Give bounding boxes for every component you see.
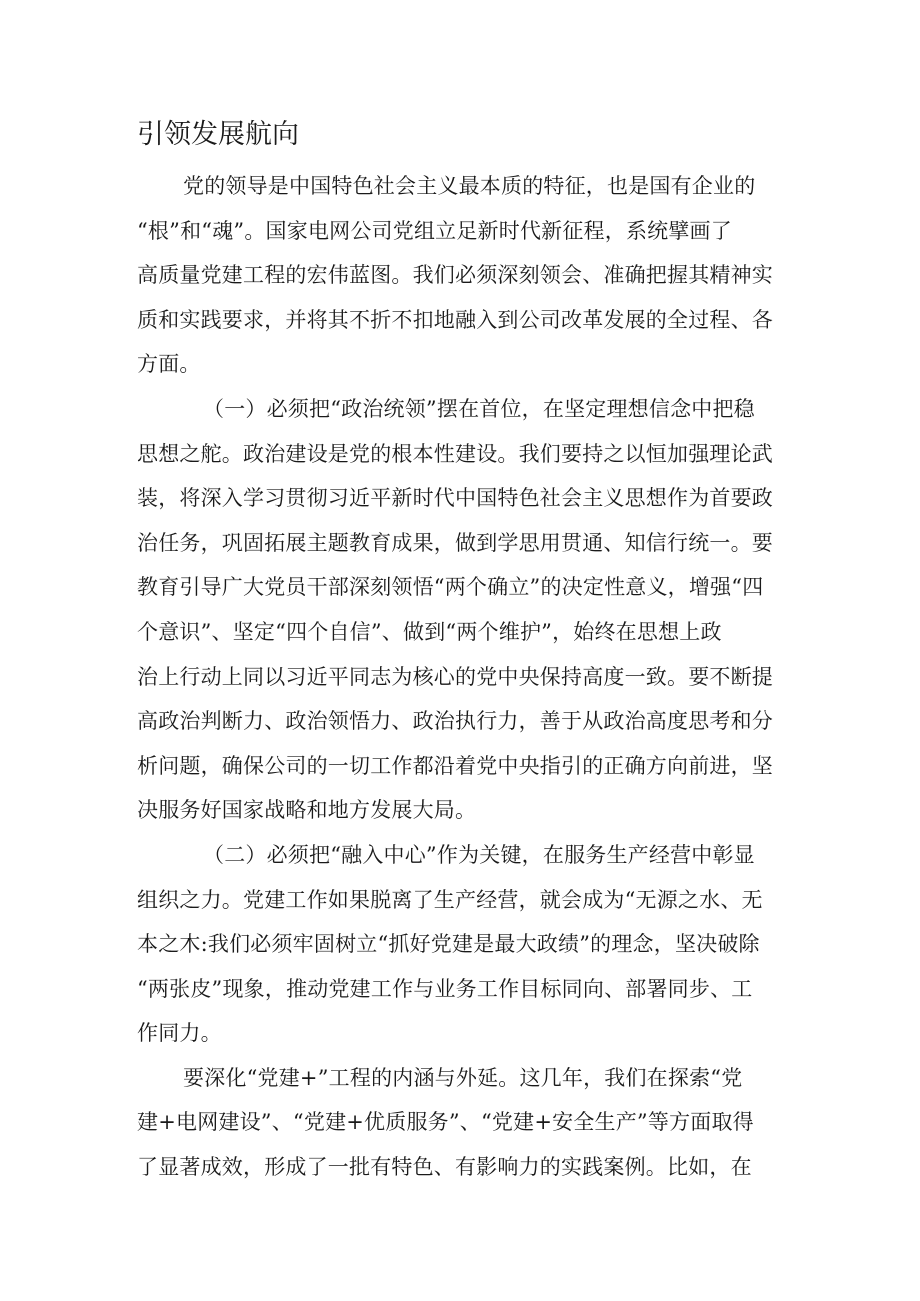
paragraph-line: 本之木:我们必须牢固树立“抓好党建是最大政绩”的理念，坚决破除 [137,932,760,957]
paragraph-line: 教育引导广大党员干部深刻领悟“两个确立”的决定性意义，增强“四 [137,575,764,600]
paragraph-line: 析问题，确保公司的一切工作都沿着党中央指引的正确方向前进，坚 [137,753,773,778]
paragraph-section-one [137,387,789,833]
paragraph-line: 决服务好国家战略和地方发展大局。 [137,798,477,823]
paragraph-line: 治任务，巩固拓展主题教育成果，做到学思用贯通、知信行统一。要 [137,530,773,555]
paragraph-line: 党的领导是中国特色社会主义最本质的特征，也是国有企业的 [183,174,756,198]
paragraph-line: 装，将深入学习贯彻习近平新时代中国特色社会主义思想作为首要政 [137,486,773,511]
paragraph-line: 个意识”、坚定“四个自信”、做到“两个维护”，始终在思想上政 [137,619,722,644]
paragraph-line: （二）必须把“融入中心”作为关键，在服务生产经营中彰显 [203,842,755,867]
paragraph-line: 思想之舵。政治建设是党的根本性建设。我们要持之以恒加强理论武 [137,441,773,466]
paragraph-line: 高政治判断力、政治领悟力、政治执行力，善于从政治高度思考和分 [137,709,773,734]
paragraph-line: 质和实践要求，并将其不折不扣地融入到公司改革发展的全过程、各 [137,307,773,332]
paragraph-line: 方面。 [137,352,201,377]
paragraph-line: 作同力。 [137,1021,222,1046]
paragraph-line: 组织之力。党建工作如果脱离了生产经营，就会成为“无源之水、无 [137,887,763,912]
paragraph-line: 治上行动上同以习近平同志为核心的党中央保持高度一致。要不断提 [137,664,773,689]
paragraph-line: 了显著成效，形成了一批有特色、有影响力的实践案例。比如，在 [137,1155,752,1180]
paragraph-line: （一）必须把“政治统领”摆在首位，在坚定理想信念中把稳 [203,396,755,421]
document-body [137,118,789,1190]
paragraph-line: 要深化“党建+”工程的内涵与外延。这几年，我们在探索“党 [183,1065,743,1090]
paragraph-line: 高质量党建工程的宏伟蓝图。我们必须深刻领会、准确把握其精神实 [137,263,773,288]
paragraph-section-two [137,833,789,1056]
paragraph-line: “根”和“魂”。国家电网公司党组立足新时代新征程，系统擘画了 [137,218,732,243]
paragraph-party-building-plus [137,1056,789,1190]
section-heading: 引领发展航向 [137,119,299,150]
paragraph-line: 建+电网建设”、“党建+优质服务”、“党建+安全生产”等方面取得 [137,1110,754,1135]
paragraph-line: “两张皮”现象，推动党建工作与业务工作目标同向、部署同步、工 [137,976,753,1001]
paragraph-intro [137,164,789,387]
